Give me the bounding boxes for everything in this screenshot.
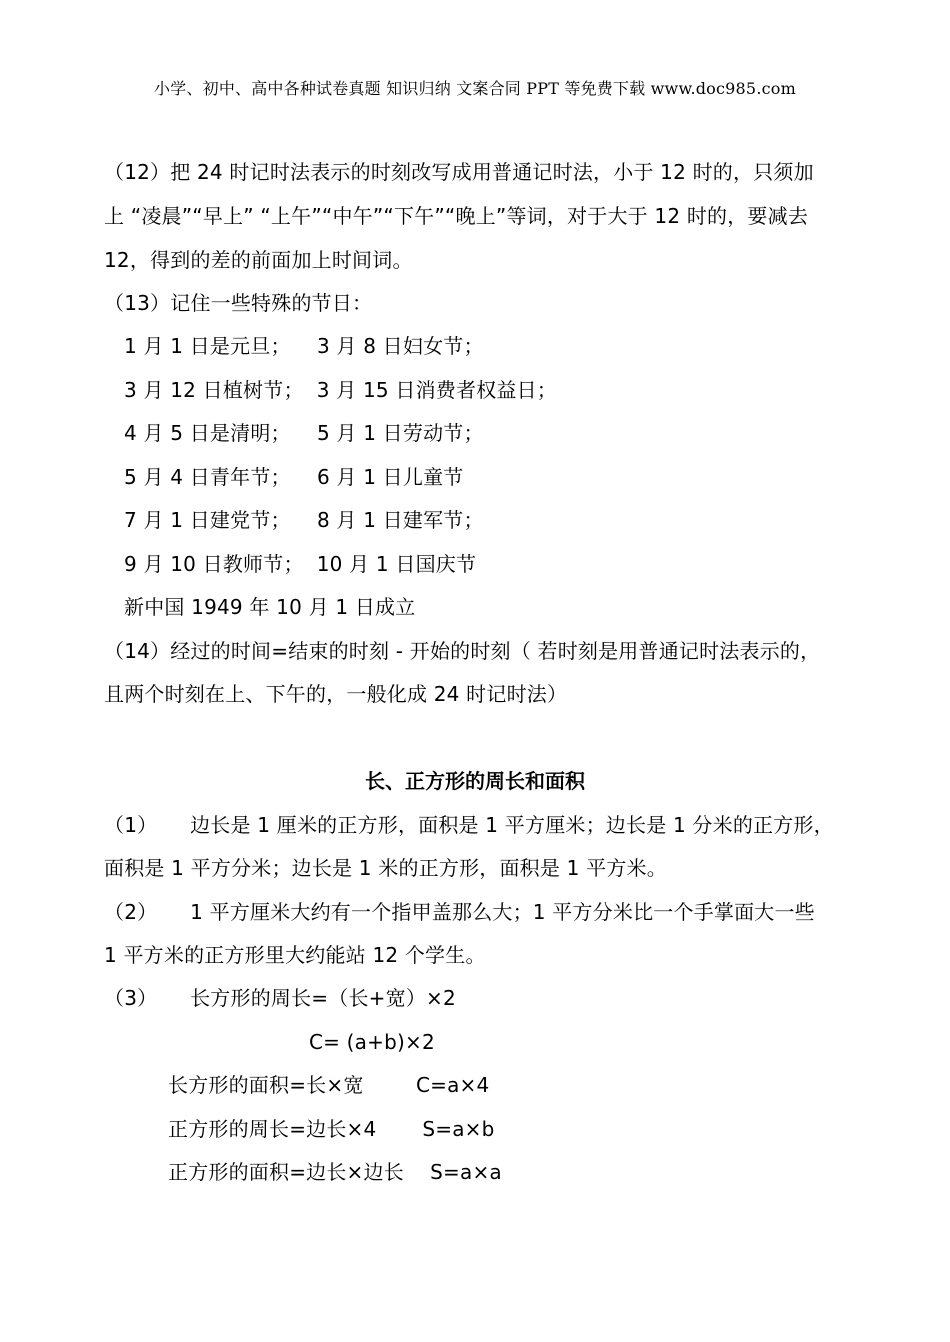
formula-line: 正方形的周长=边长×4 S=a×b [168,1117,495,1141]
formula-line: 长方形的面积=长×宽 C=a×4 [168,1073,490,1097]
para-12-line-2: 上 “凌晨”“早上” “上午”“中午”“下午”“晚上”等词，对于大于 12 时的，要减去 [104,204,809,228]
section-title: 长、正方形的周长和面积 [365,769,585,793]
holiday-line: 9 月 10 日教师节； 10 月 1 日国庆节 [124,552,477,576]
holiday-line: 3 月 12 日植树节； 3 月 15 日消费者权益日； [124,378,558,402]
formula-perimeter-rect: C= (a+b)×2 [309,1030,435,1054]
para-14-line-2: 且两个时刻在上、下午的，一般化成 24 时记时法） [104,682,568,706]
page-header-ad: 小学、初中、高中各种试卷真题 知识归纳 文案合同 PPT 等免费下载 www.doc985.com [154,79,796,98]
holiday-line: 1 月 1 日是元旦； 3 月 8 日妇女节； [124,334,484,358]
para-14-line-1: （14）经过的时间=结束的时刻 - 开始的时刻（ 若时刻是用普通记时法表示的， [104,639,821,663]
area-para-2-line-2: 1 平方米的正方形里大约能站 12 个学生。 [104,943,486,967]
para-12-line-1: （12）把 24 时记时法表示的时刻改写成用普通记时法，小于 12 时的，只须加 [104,160,814,184]
area-para-1-line-1: （1） 边长是 1 厘米的正方形，面积是 1 平方厘米；边长是 1 分米的正方形， [104,813,834,837]
para-12-line-3: 12，得到的差的前面加上时间词。 [104,248,413,272]
area-para-1-line-2: 面积是 1 平方分米；边长是 1 米的正方形，面积是 1 平方米。 [104,856,667,880]
area-para-2-line-1: （2） 1 平方厘米大约有一个指甲盖那么大；1 平方分米比一个手掌面大一些 [104,900,815,924]
holiday-line: 新中国 1949 年 10 月 1 日成立 [124,595,416,619]
para-13-title: （13）记住一些特殊的节日： [104,291,373,315]
holiday-line: 4 月 5 日是清明； 5 月 1 日劳动节； [124,421,484,445]
formula-line: 正方形的面积=边长×边长 S=a×a [168,1160,502,1184]
area-para-3-line: （3） 长方形的周长=（长+宽）×2 [104,986,456,1010]
holiday-line: 7 月 1 日建党节； 8 月 1 日建军节； [124,508,484,532]
holiday-line: 5 月 4 日青年节； 6 月 1 日儿童节 [124,465,464,489]
